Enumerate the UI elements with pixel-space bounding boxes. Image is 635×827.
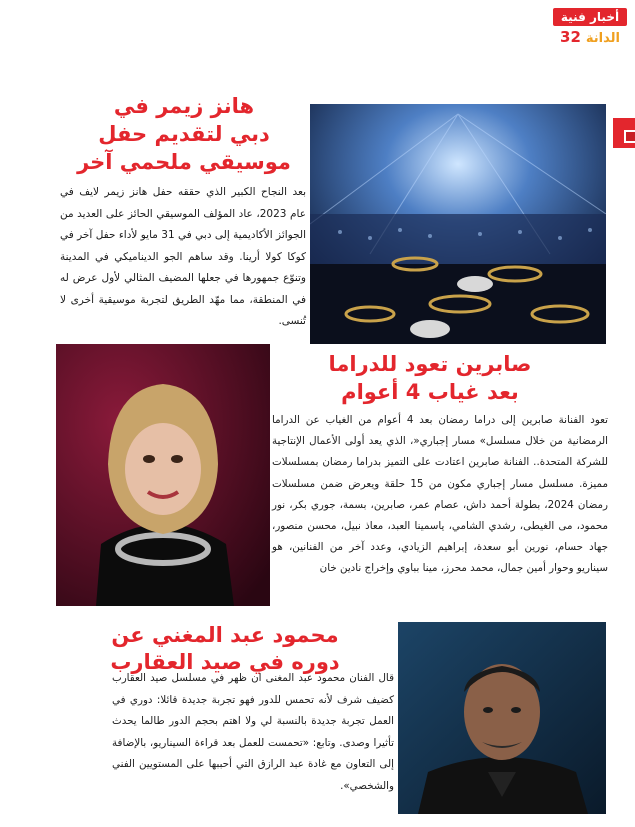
concert-photo (310, 104, 606, 344)
article-1-title-line: دبي لتقديم حفل (98, 122, 270, 146)
side-page-tab (613, 118, 635, 148)
article-1-body: بعد النجاح الكبير الذي حققه حفل هانز زيمر لايف في عام 2023، عاد المؤلف الموسيقي الحائز على العديد من الجوائز الأكاديمية إلى دبي في 31 مايو لأداء حفل آخر في كوكا كولا أرينا. وقد ساهم الجو الديناميكي في المدينة وتنوّع جمهورها في جعلها المضيف المثالي لأول عرض له في المنطقة، مما مهّد الطريق لتجربة موسيقية أخرى لا تُنسى. (60, 186, 306, 327)
page-info (553, 28, 627, 46)
article-1-title-line: هانز زيمر في (113, 94, 255, 118)
article-2-headline (280, 350, 580, 406)
page-number: 32 (560, 28, 581, 46)
article-2-body: تعود الفنانة صابرين إلى دراما رمضان بعد 4 أعوام من الغياب عن الدراما الرمضانية من خلال مسلسل» مسار إجباري«، الذي يعد أولى الأعمال الإنتاجية للشركة المتحدة.. الفنانة صابرين اعتادت على التميز بدراما رمضان بمسلسلات مميزة. مسلسل مسار إجباري مكون من 15 حلقة ويعرض ضمن مسلسلات رمضان 2024، بطولة أحمد داش، عصام عمر، صابرين، بسمة، جوري بكر، نور محمود، مى الغيطى، رشدي الشامي، ياسمينا العبد، معاذ نبيل، محسن منصور، جهاد حسام، نورين أبو سعدة، إبراهيم الزيادي، وعدد آخر من الفنانين، هو سيناريو وحوار أمين جمال، محمد محرز، مينا بباوي وإخراج نادين خان (272, 414, 608, 575)
section-title: أخبار فنية (553, 8, 627, 26)
section-header (553, 8, 627, 48)
article-1-title-line: موسيقي ملحمي آخر (77, 150, 291, 174)
article-2-title-line: بعد غياب 4 أعوام (341, 380, 519, 404)
article-1-headline (64, 92, 304, 176)
article-3-title-line: دوره في صيد العقارب (110, 650, 340, 674)
article-3-title-line: محمود عبد المغني عن (111, 623, 339, 647)
magazine-logo: الدانة (585, 31, 620, 46)
mahmoud-photo (398, 622, 606, 814)
sabreen-photo (56, 344, 270, 606)
article-2-title-line: صابرين تعود للدراما (328, 352, 532, 376)
article-3-body: قال الفنان محمود عبد المغنى ان ظهر في مسلسل صيد العقارب كضيف شرف لأنه تحمس للدور فهو تجربة جديدة قائلا: دوري في العمل تجربة جديدة بالنسبة لي ولا اهتم بحجم الدور طالما يحدث تأثيرا وصدى. وتابع: «تحمست للعمل بعد قراءة السيناريو، بالإضافة إلى التعاون مع غادة عبد الرازق التي أحببها على المستويين الفني والشخصي». (112, 672, 394, 792)
